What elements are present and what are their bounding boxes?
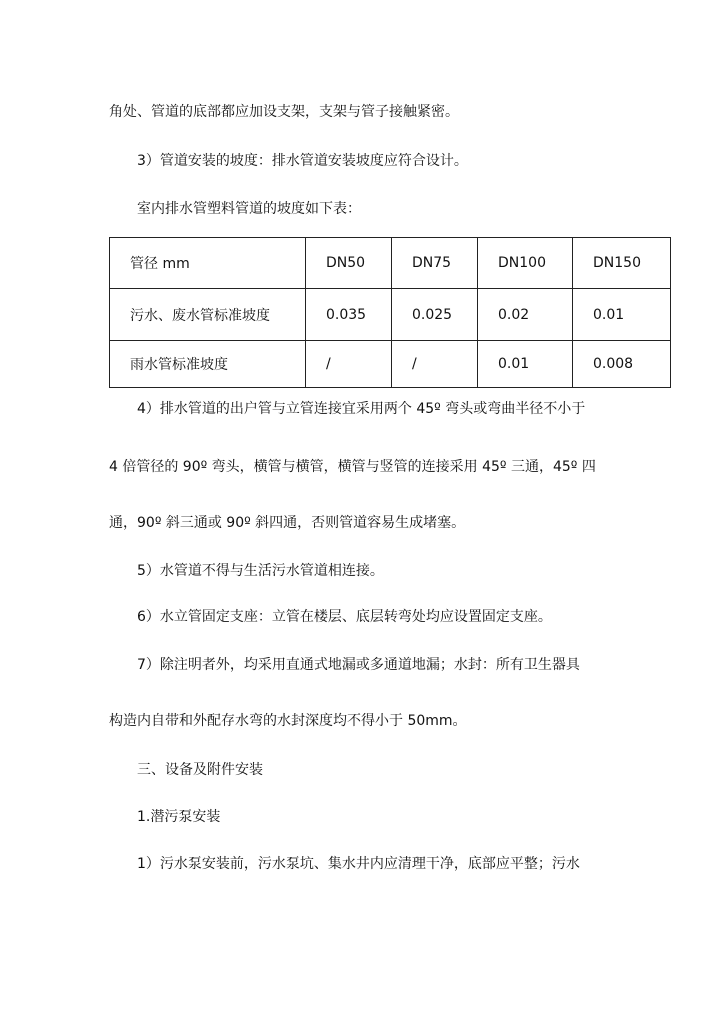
paragraph-item-7-line-2: 构造内自带和外配存水弯的水封深度均不得小于 50mm。 xyxy=(109,713,467,729)
table-cell: 0.01 xyxy=(573,289,671,341)
table-cell: 0.01 xyxy=(478,341,573,388)
table-header-cell: DN50 xyxy=(306,238,392,289)
paragraph-item-7-line-1: 7）除注明者外，均采用直通式地漏或多通道地漏；水封：所有卫生器具 xyxy=(137,657,580,673)
table-row xyxy=(110,341,671,388)
table-row xyxy=(110,289,671,341)
table-cell: / xyxy=(306,341,392,388)
section-heading-equipment: 三、设备及附件安装 xyxy=(137,762,263,778)
paragraph-item-6: 6）水立管固定支座：立管在楼层、底层转弯处均应设置固定支座。 xyxy=(137,609,552,625)
paragraph-pump-item-1: 1）污水泵安装前，污水泵坑、集水井内应清理干净，底部应平整；污水 xyxy=(137,856,580,872)
paragraph-support-end: 角处、管道的底部都应加设支架，支架与管子接触紧密。 xyxy=(109,104,459,120)
table-cell: 0.035 xyxy=(306,289,392,341)
paragraph-item-4-line-3: 通，90º 斜三通或 90º 斜四通，否则管道容易生成堵塞。 xyxy=(109,515,466,531)
paragraph-item-4-line-2: 4 倍管径的 90º 弯头，横管与横管，横管与竖管的连接采用 45º 三通，45º 四 xyxy=(109,459,596,475)
table-cell: 0.025 xyxy=(392,289,478,341)
table-header-row xyxy=(110,238,671,289)
paragraph-table-intro: 室内排水管塑料管道的坡度如下表： xyxy=(137,201,361,217)
paragraph-item-5: 5）水管道不得与生活污水管道相连接。 xyxy=(137,563,384,579)
table-header-cell: 管径 mm xyxy=(110,238,306,289)
table-header-cell: DN100 xyxy=(478,238,573,289)
table-header-cell: DN150 xyxy=(573,238,671,289)
paragraph-slope-item-3: 3）管道安装的坡度：排水管道安装坡度应符合设计。 xyxy=(137,153,468,169)
table-cell: / xyxy=(392,341,478,388)
table-cell: 雨水管标准坡度 xyxy=(110,341,306,388)
paragraph-item-4-line-1: 4）排水管道的出户管与立管连接宜采用两个 45º 弯头或弯曲半径不小于 xyxy=(137,401,586,417)
table-header-cell: DN75 xyxy=(392,238,478,289)
slope-table xyxy=(109,237,671,388)
table-cell: 0.02 xyxy=(478,289,573,341)
table-cell: 0.008 xyxy=(573,341,671,388)
subsection-heading-pump: 1.潜污泵安装 xyxy=(137,809,221,825)
table-cell: 污水、废水管标准坡度 xyxy=(110,289,306,341)
